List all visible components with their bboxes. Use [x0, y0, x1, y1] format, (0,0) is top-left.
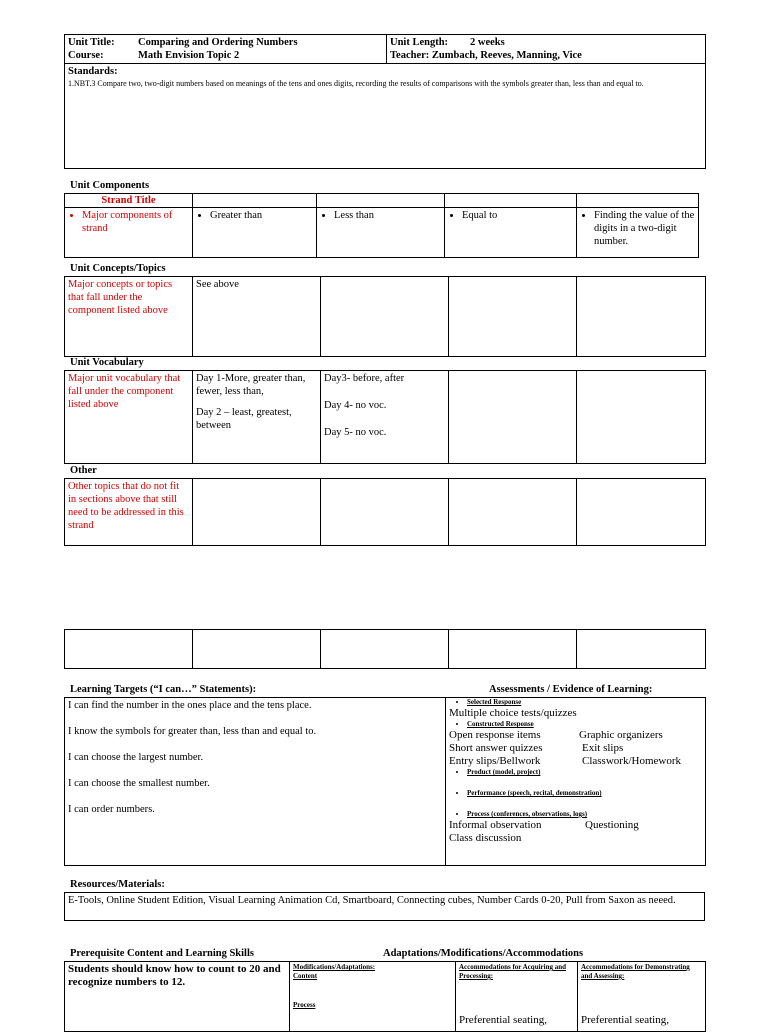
prereq-text: Students should know how to count to 20 and recognize numbers to 12. [65, 962, 290, 1032]
learning-target: I can find the number in the ones place and the tens place. [68, 700, 312, 711]
learning-target: I know the symbols for greater than, less than and equal to. [68, 726, 317, 737]
vocabulary-title: Unit Vocabulary [70, 357, 144, 368]
other-row-label: Other topics that do not fit in sections above that still need to be addressed in this strand [65, 479, 193, 546]
other-table [64, 478, 706, 546]
component-item: • Equal to [462, 209, 573, 222]
acc1-title: Accommodations for Acquiring and Processing: [459, 963, 567, 980]
concepts-row-label: Major concepts or topics that fall under the component listed above [65, 277, 193, 357]
learning-targets-cell [65, 698, 446, 866]
mod-process: Process [293, 1001, 316, 1009]
graphic-organizers: Graphic organizers [579, 729, 663, 741]
header-table [64, 34, 706, 169]
vocab-day3: Day3- before, after [324, 373, 405, 384]
learning-targets-title: Learning Targets (“I can…” Statements): [70, 684, 257, 695]
learning-target: I can choose the smallest number. [68, 778, 210, 789]
standards-label: Standards: [68, 66, 118, 77]
components-row-label: • Major components of strand [82, 209, 189, 235]
component-item: • Greater than [210, 209, 313, 222]
concept-cell: See above [193, 277, 321, 357]
standards-text: 1.NBT.3 Compare two, two-digit numbers based on meanings of the tens and ones digits, recording the results of comparisons with the symbols greater than, less than and equal to. [68, 79, 644, 88]
vocabulary-table [64, 370, 706, 464]
mod-title: Modifications/Adaptations: [293, 963, 376, 971]
teacher-label: Teacher: [390, 50, 430, 61]
selected-response: • Selected Response [467, 698, 702, 707]
open-response: Open response items [449, 729, 541, 741]
components-table [64, 193, 699, 258]
unit-title-label: Unit Title: [68, 37, 115, 48]
concept-cell [577, 277, 706, 357]
vocabulary-row-label: Major unit vocabulary that fall under the component listed above [65, 371, 193, 464]
class-discussion: Class discussion [449, 832, 522, 844]
teacher: Zumbach, Reeves, Manning, Vice [431, 50, 582, 61]
concepts-title: Unit Concepts/Topics [70, 263, 166, 274]
product: • Product (model, project) [467, 768, 702, 777]
exit-slips: Exit slips [582, 742, 624, 754]
constructed-response: • Constructed Response [467, 720, 702, 729]
adapt-title: Adaptations/Modifications/Accommodations [383, 948, 584, 959]
vocab-day5: Day 5- no voc. [324, 427, 387, 438]
concepts-table [64, 276, 706, 357]
performance: • Performance (speech, recital, demonstration) [467, 789, 702, 798]
component-item: • Finding the value of the digits in a two-digit number. [594, 209, 695, 248]
unit-title: Comparing and Ordering Numbers [138, 37, 298, 48]
resources-text: E-Tools, Online Student Edition, Visual Learning Animation Cd, Smartboard, Connecting cubes, Number Cards 0-20, Pull from Saxon as neeed. [65, 893, 705, 921]
resources-table [64, 892, 705, 921]
learning-table [64, 697, 706, 866]
seating1: Preferential seating, [459, 1014, 547, 1026]
components-title: Unit Components [70, 180, 150, 191]
mod-content: Content [293, 972, 318, 980]
strand-title: Strand Title [65, 194, 193, 208]
seating2: Preferential seating, [581, 1014, 669, 1026]
classwork: Classwork/Homework [582, 755, 681, 767]
unit-length-cell [387, 35, 706, 64]
short-answer: Short answer quizzes [449, 742, 543, 754]
questioning: Questioning [585, 819, 639, 831]
empty-table [64, 629, 706, 669]
resources-title: Resources/Materials: [70, 879, 165, 890]
acc2-title: Accommodations for Demonstrating and Assessing: [581, 963, 690, 980]
concept-cell [449, 277, 577, 357]
learning-target: I can order numbers. [68, 804, 155, 815]
course-label: Course: [68, 50, 104, 61]
learning-target: I can choose the largest number. [68, 752, 204, 763]
assessments-cell [446, 698, 706, 866]
informal-observation: Informal observation [449, 819, 542, 831]
component-item: • Less than [334, 209, 441, 222]
entry-slips: Entry slips/Bellwork [449, 755, 541, 767]
unit-title-cell [65, 35, 387, 64]
other-title: Other [70, 465, 97, 476]
unit-length-label: Unit Length: [390, 37, 449, 48]
process: • Process (conferences, observations, logs) [467, 810, 702, 819]
assessments-title: Assessments / Evidence of Learning: [489, 684, 653, 695]
unit-length: 2 weeks [470, 37, 505, 48]
course: Math Envision Topic 2 [138, 50, 240, 61]
prereq-table [64, 961, 706, 1032]
vocab-day2: Day 2 – least, greatest, between [196, 407, 292, 431]
prereq-title: Prerequisite Content and Learning Skills [70, 948, 254, 959]
multiple-choice: Multiple choice tests/quizzes [449, 707, 577, 719]
vocab-day1: Day 1-More, greater than, fewer, less than, [196, 373, 306, 397]
vocab-day4: Day 4- no voc. [324, 400, 387, 411]
standards-cell [65, 64, 706, 169]
concept-cell [321, 277, 449, 357]
